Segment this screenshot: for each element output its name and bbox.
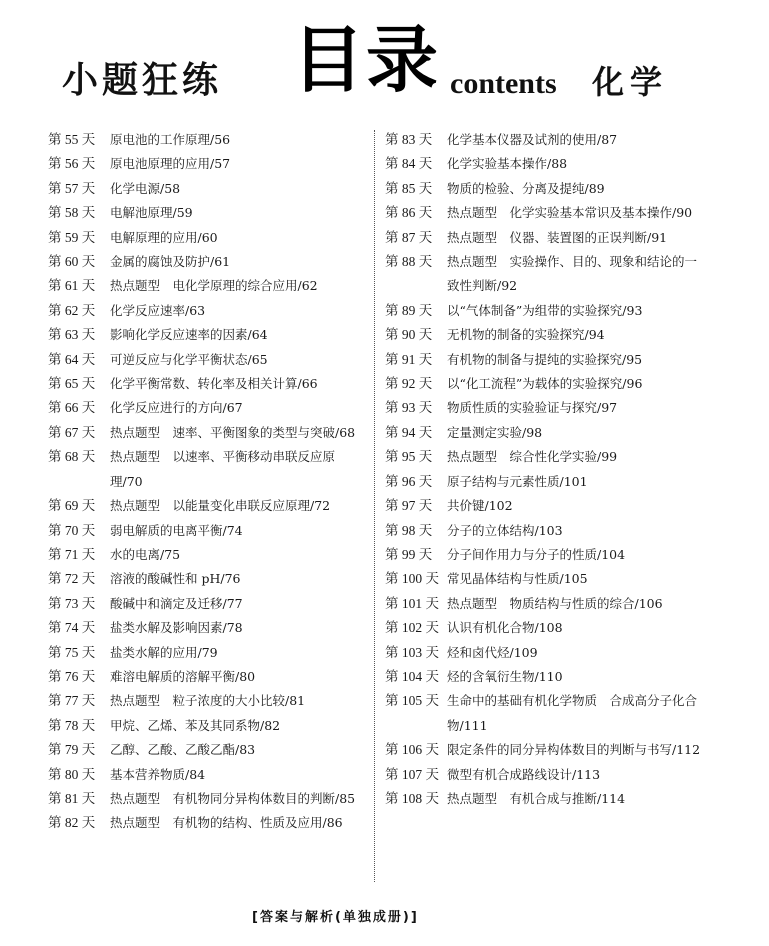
toc-entry (48, 323, 366, 347)
toc-day: 第 75 天 (48, 644, 96, 660)
toc-title: 共价键/102 (447, 498, 513, 514)
toc-entry (385, 372, 705, 396)
toc-title: 化学平衡常数、转化率及相关计算/66 (110, 376, 318, 392)
toc-entry (385, 323, 705, 347)
toc-title: 生命中的基础有机化学物质 合成高分子化合物/111 (447, 693, 698, 733)
toc-title: 限定条件的同分异构体数目的判断与书写/112 (447, 742, 701, 758)
toc-day: 第 74 天 (48, 620, 96, 636)
toc-entry (385, 665, 705, 689)
toc-title: 化学反应进行的方向/67 (110, 400, 243, 416)
toc-entry (48, 519, 366, 543)
toc-title: 弱电解质的电离平衡/74 (110, 522, 243, 538)
toc-day: 第 93 天 (385, 400, 433, 416)
toc-day: 第 62 天 (48, 302, 96, 318)
toc-entry (385, 128, 705, 152)
toc-title: 金属的腐蚀及防护/61 (110, 254, 231, 270)
toc-day: 第 56 天 (48, 156, 96, 172)
toc-title: 热点题型 粒子浓度的大小比较/81 (110, 693, 306, 709)
toc-day: 第 65 天 (48, 376, 96, 392)
toc-day: 第 105 天 (385, 693, 439, 709)
toc-day: 第 69 天 (48, 498, 96, 514)
toc-title: 甲烷、乙烯、苯及其同系物/82 (110, 717, 281, 733)
toc-day: 第 59 天 (48, 229, 96, 245)
toc-entry (48, 543, 366, 567)
toc-day: 第 97 天 (385, 498, 433, 514)
toc-day: 第 68 天 (48, 449, 96, 465)
toc-day: 第 71 天 (48, 546, 96, 562)
toc-entry (385, 445, 705, 469)
toc-day: 第 101 天 (385, 595, 439, 611)
toc-day: 第 104 天 (385, 668, 439, 684)
toc-title: 盐类水解的应用/79 (110, 644, 218, 660)
toc-day: 第 83 天 (385, 132, 433, 147)
toc-title: 热点题型 有机物同分异构体数目的判断/85 (110, 790, 356, 806)
toc-day: 第 70 天 (48, 522, 96, 538)
toc-day: 第 81 天 (48, 790, 96, 806)
toc-title: 热点题型 以能量变化串联反应原理/72 (110, 498, 331, 514)
toc-day: 第 79 天 (48, 742, 96, 758)
toc-day: 第 84 天 (385, 156, 433, 172)
toc-entry (385, 592, 705, 616)
toc-day: 第 73 天 (48, 595, 96, 611)
toc-entry (385, 470, 705, 494)
toc-entry (385, 250, 705, 299)
toc-entry (385, 177, 705, 201)
toc-title: 烃的含氧衍生物/110 (447, 668, 563, 684)
toc-entry (48, 226, 366, 250)
toc-entry (385, 494, 705, 518)
toc-day: 第 106 天 (385, 742, 439, 758)
toc-day: 第 60 天 (48, 254, 96, 270)
toc-entry (385, 543, 705, 567)
toc-title: 烃和卤代烃/109 (447, 644, 538, 660)
toc-day: 第 72 天 (48, 571, 96, 587)
toc-entry (48, 372, 366, 396)
toc-entry (385, 396, 705, 420)
toc-title: 热点题型 化学实验基本常识及基本操作/90 (447, 205, 693, 221)
toc-title: 以“化工流程”为载体的实验探究/96 (447, 376, 643, 392)
toc-day: 第 76 天 (48, 668, 96, 684)
toc-entry (385, 616, 705, 640)
toc-entry (48, 201, 366, 225)
toc-title: 分子的立体结构/103 (447, 522, 563, 538)
toc-day: 第 89 天 (385, 302, 433, 318)
toc-title: 微型有机合成路线设计/113 (447, 766, 601, 782)
toc-title: 化学反应速率/63 (110, 302, 206, 318)
toc-title: 盐类水解及影响因素/78 (110, 620, 243, 636)
toc-title: 物质性质的实验验证与探究/97 (447, 400, 618, 416)
toc-title: 热点题型 实验操作、目的、现象和结论的一致性判断/92 (447, 254, 698, 294)
toc-title: 酸碱中和滴定及迁移/77 (110, 595, 243, 611)
brand-title: 小题狂练 (62, 60, 223, 101)
toc-entry (48, 641, 366, 665)
toc-day: 第 90 天 (385, 327, 433, 343)
toc-title: 认识有机化合物/108 (447, 620, 563, 636)
toc-title: 水的电离/75 (110, 546, 181, 562)
toc-entry (48, 665, 366, 689)
toc-title: 影响化学反应速率的因素/64 (110, 327, 268, 343)
page-title: 目录 (292, 18, 441, 102)
toc-entry (48, 567, 366, 591)
contents-label: contents (450, 67, 557, 100)
toc-day: 第 67 天 (48, 424, 96, 440)
toc-entry (48, 714, 366, 738)
toc-title: 基本营养物质/84 (110, 766, 206, 782)
toc-entry (385, 201, 705, 225)
toc-entry (48, 274, 366, 298)
toc-entry (385, 689, 705, 738)
toc-title: 原电池的工作原理/56 (110, 132, 231, 147)
toc-day: 第 55 天 (48, 132, 96, 147)
toc-entry (48, 616, 366, 640)
toc-day: 第 99 天 (385, 546, 433, 562)
toc-title: 热点题型 物质结构与性质的综合/106 (447, 595, 663, 611)
toc-entry (48, 689, 366, 713)
toc-entry (385, 738, 705, 762)
toc-day: 第 63 天 (48, 327, 96, 343)
toc-entry (48, 348, 366, 372)
subject-label: 化学 (592, 63, 669, 101)
toc-day: 第 58 天 (48, 205, 96, 221)
page-header (0, 0, 769, 120)
toc-entry (385, 152, 705, 176)
toc-entry (48, 592, 366, 616)
toc-entry (385, 519, 705, 543)
toc-title: 有机物的制备与提纯的实验探究/95 (447, 351, 643, 367)
toc-title: 热点题型 仪器、装置图的正误判断/91 (447, 229, 668, 245)
toc-entry (385, 641, 705, 665)
toc-day: 第 102 天 (385, 620, 439, 636)
toc-title: 分子间作用力与分子的性质/104 (447, 546, 626, 562)
toc-entry (48, 787, 366, 811)
toc-entry (385, 787, 705, 811)
toc-title: 化学基本仪器及试剂的使用/87 (447, 132, 618, 147)
toc-day: 第 103 天 (385, 644, 439, 660)
toc-entry (48, 421, 366, 445)
toc-day: 第 91 天 (385, 351, 433, 367)
toc-title: 难溶电解质的溶解平衡/80 (110, 668, 256, 684)
toc-day: 第 92 天 (385, 376, 433, 392)
toc-title: 无机物的制备的实验探究/94 (447, 327, 605, 343)
toc-entry (385, 567, 705, 591)
toc-day: 第 96 天 (385, 473, 433, 489)
toc-entry (48, 494, 366, 518)
toc-title: 定量测定实验/98 (447, 424, 543, 440)
toc-day: 第 100 天 (385, 571, 439, 587)
toc-left-column (48, 128, 366, 836)
toc-entry (385, 763, 705, 787)
toc-day: 第 57 天 (48, 180, 96, 196)
toc-title: 热点题型 综合性化学实验/99 (447, 449, 618, 465)
toc-day: 第 88 天 (385, 254, 433, 270)
toc-title: 电解原理的应用/60 (110, 229, 218, 245)
toc-title: 热点题型 电化学原理的综合应用/62 (110, 278, 318, 294)
toc-day: 第 82 天 (48, 815, 96, 831)
toc-title: 化学实验基本操作/88 (447, 156, 568, 172)
toc-title: 可逆反应与化学平衡状态/65 (110, 351, 268, 367)
toc-entry (385, 299, 705, 323)
toc-day: 第 94 天 (385, 424, 433, 440)
toc-entry (48, 396, 366, 420)
toc-day: 第 87 天 (385, 229, 433, 245)
toc-title: 常见晶体结构与性质/105 (447, 571, 588, 587)
toc-title: 乙醇、乙酸、乙酸乙酯/83 (110, 742, 256, 758)
answer-footer: [答案与解析(单独成册)] (252, 910, 419, 925)
toc-day: 第 95 天 (385, 449, 433, 465)
toc-day: 第 86 天 (385, 205, 433, 221)
toc-day: 第 78 天 (48, 717, 96, 733)
toc-title: 以“气体制备”为组带的实验探究/93 (447, 302, 643, 318)
toc-title: 溶液的酸碱性和 pH/76 (110, 571, 241, 587)
toc-title: 热点题型 速率、平衡图象的类型与突破/68 (110, 424, 356, 440)
toc-entry (385, 348, 705, 372)
toc-entry (385, 421, 705, 445)
toc-entry (48, 250, 366, 274)
toc-day: 第 61 天 (48, 278, 96, 294)
toc-entry (48, 763, 366, 787)
toc-entry (48, 811, 366, 835)
toc-title: 热点题型 有机物的结构、性质及应用/86 (110, 815, 343, 831)
toc-title: 原电池原理的应用/57 (110, 156, 231, 172)
toc-entry (48, 445, 366, 494)
toc-day: 第 108 天 (385, 790, 439, 806)
toc-entry (48, 299, 366, 323)
toc-title: 热点题型 以速率、平衡移动串联反应原理/70 (110, 449, 336, 489)
toc-title: 化学电源/58 (110, 180, 181, 196)
toc-title: 原子结构与元素性质/101 (447, 473, 588, 489)
toc-day: 第 107 天 (385, 766, 439, 782)
toc-day: 第 66 天 (48, 400, 96, 416)
toc-day: 第 77 天 (48, 693, 96, 709)
toc-entry (48, 152, 366, 176)
toc-day: 第 85 天 (385, 180, 433, 196)
toc-day: 第 64 天 (48, 351, 96, 367)
toc-entry (48, 177, 366, 201)
toc-day: 第 98 天 (385, 522, 433, 538)
toc-entry (385, 226, 705, 250)
column-divider (374, 130, 375, 882)
toc-title: 热点题型 有机合成与推断/114 (447, 790, 626, 806)
toc-title: 物质的检验、分离及提纯/89 (447, 180, 605, 196)
toc-entry (48, 738, 366, 762)
toc-title: 电解池原理/59 (110, 205, 193, 221)
toc-day: 第 80 天 (48, 766, 96, 782)
toc-entry (48, 128, 366, 152)
toc-right-column (385, 128, 705, 811)
